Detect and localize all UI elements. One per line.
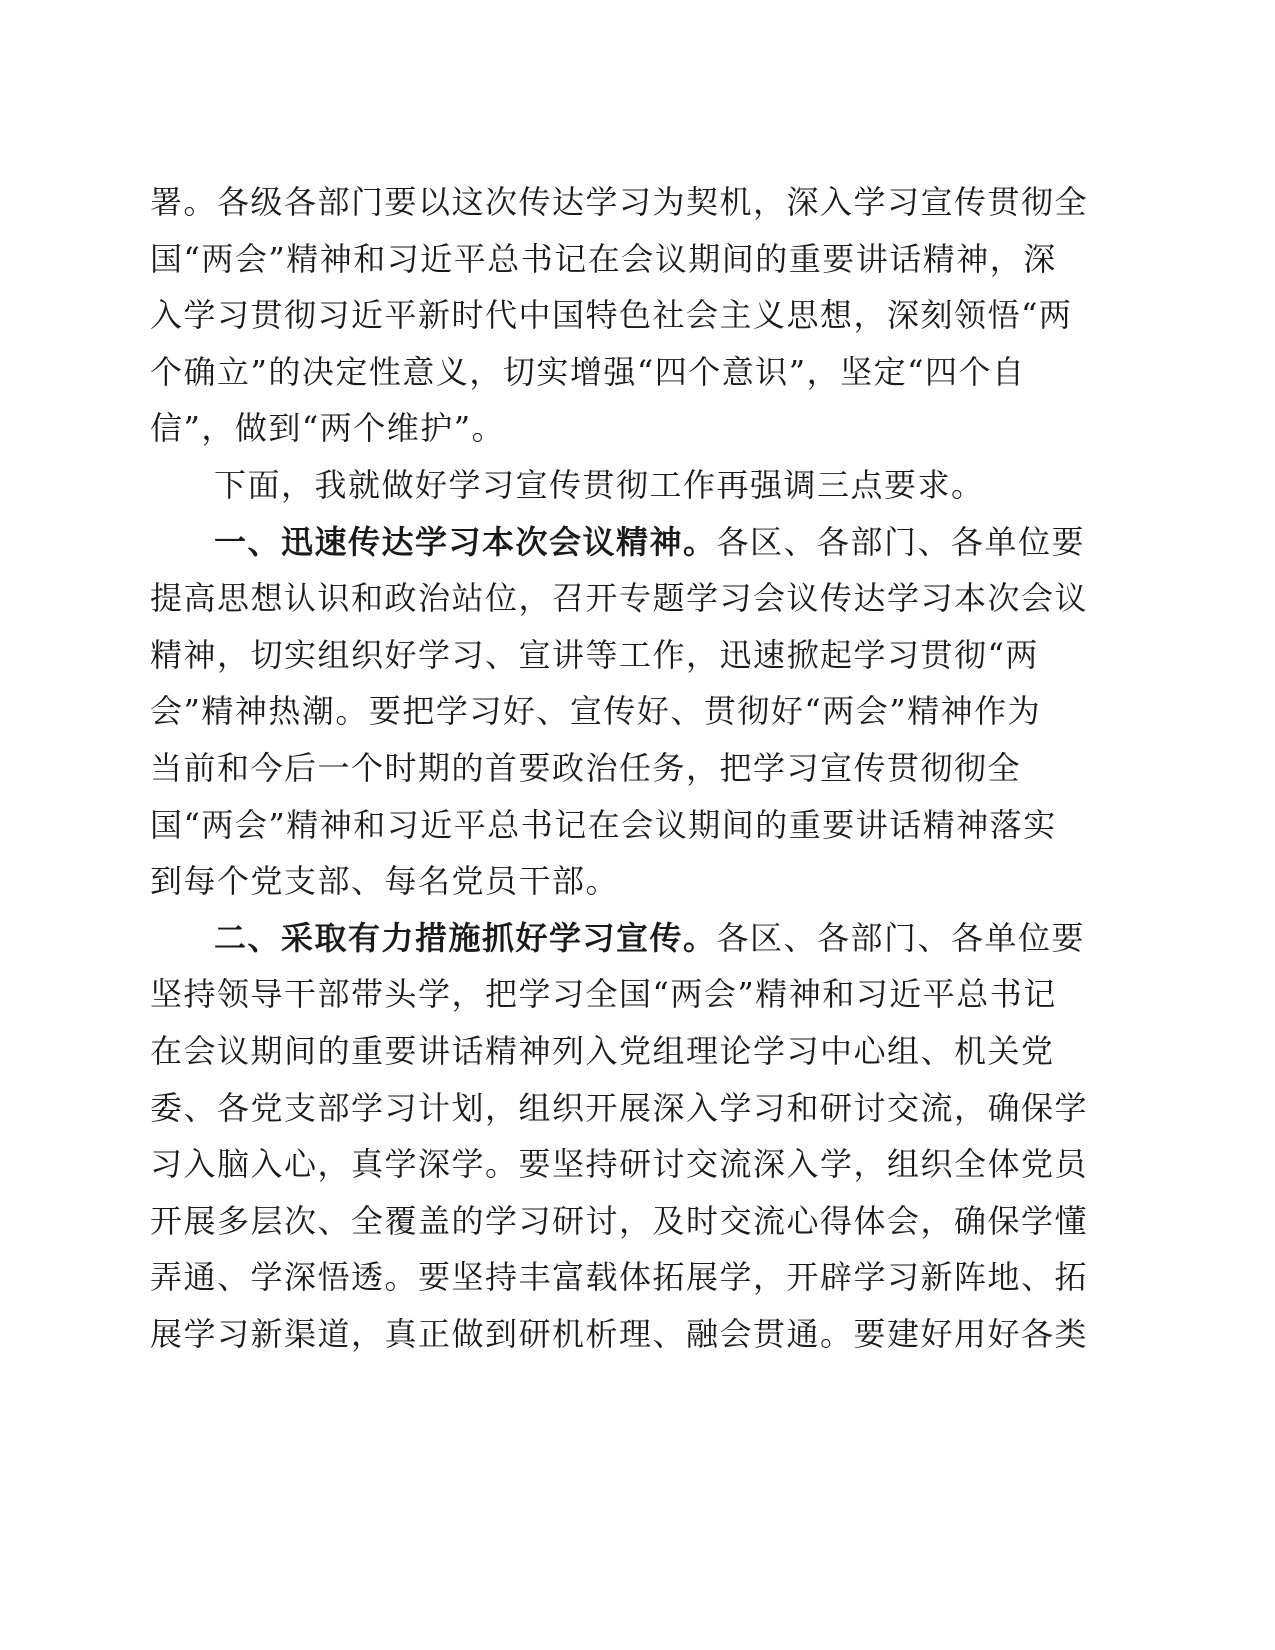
text-line bbox=[150, 1249, 1089, 1306]
line-text: 各区、各部门、各单位要 bbox=[716, 918, 1086, 957]
line-text: 弄通、学深悟透。要坚持丰富载体拓展学，开辟学习新阵地、拓 bbox=[150, 1258, 1089, 1297]
text-line bbox=[150, 1023, 1055, 1080]
text-line bbox=[150, 231, 1057, 288]
line-text: 会”精神热潮。要把学习好、宣传好、贯彻好“两会”精神作为 bbox=[150, 692, 1042, 731]
line-text: 国“两会”精神和习近平总书记在会议期间的重要讲话精神，深 bbox=[150, 239, 1057, 278]
line-text: 委、各党支部学习计划，组织开展深入学习和研讨交流，确保学 bbox=[150, 1088, 1089, 1127]
text-line bbox=[150, 457, 1050, 514]
text-line bbox=[150, 514, 1086, 571]
text-line bbox=[150, 174, 1089, 231]
text-line bbox=[150, 570, 1089, 627]
text-line bbox=[150, 910, 1086, 967]
line-text: 坚持领导干部带头学，把学习全国“两会”精神和习近平总书记 bbox=[150, 975, 1057, 1014]
text-line bbox=[150, 1080, 1089, 1137]
line-text: 各区、各部门、各单位要 bbox=[716, 522, 1086, 561]
line-text: 开展多层次、全覆盖的学习研讨，及时交流心得体会，确保学懂 bbox=[150, 1201, 1089, 1240]
line-text: 下面，我就做好学习宣传贯彻工作再强调三点要求。 bbox=[214, 465, 985, 504]
text-line bbox=[150, 966, 1057, 1023]
line-text: 展学习新渠道，真正做到研机析理、融会贯通。要建好用好各类 bbox=[150, 1314, 1089, 1353]
text-line bbox=[150, 1306, 1089, 1363]
line-text: 提高思想认识和政治站位，召开专题学习会议传达学习本次会议 bbox=[150, 579, 1089, 618]
line-text: 个确立”的决定性意义，切实增强“四个意识”，坚定“四个自 bbox=[150, 352, 1026, 391]
line-text: 习入脑入心，真学深学。要坚持研讨交流深入学，组织全体党员 bbox=[150, 1145, 1089, 1184]
text-line bbox=[150, 853, 1050, 910]
text-line bbox=[150, 797, 1057, 854]
line-text: 到每个党支部、每名党员干部。 bbox=[150, 862, 620, 901]
text-line bbox=[150, 627, 1050, 684]
text-line bbox=[150, 683, 1050, 740]
line-text: 国“两会”精神和习近平总书记在会议期间的重要讲话精神落实 bbox=[150, 805, 1057, 844]
line-text: 信”，做到“两个维护”。 bbox=[150, 409, 506, 448]
text-line bbox=[150, 287, 1073, 344]
text-line bbox=[150, 1136, 1089, 1193]
section-heading: 一、迅速传达学习本次会议精神。 bbox=[214, 522, 717, 561]
text-line bbox=[150, 1193, 1089, 1250]
line-text: 精神，切实组织好学习、宣讲等工作，迅速掀起学习贯彻“两 bbox=[150, 635, 1039, 674]
text-line bbox=[150, 740, 1050, 797]
line-text: 署。各级各部门要以这次传达学习为契机，深入学习宣传贯彻全 bbox=[150, 183, 1089, 221]
text-line bbox=[150, 344, 1050, 401]
line-text: 在会议期间的重要讲话精神列入党组理论学习中心组、机关党 bbox=[150, 1031, 1055, 1070]
line-text: 入学习贯彻习近平新时代中国特色社会主义思想，深刻领悟“两 bbox=[150, 296, 1073, 335]
text-line bbox=[150, 400, 1050, 457]
section-heading: 二、采取有力措施抓好学习宣传。 bbox=[214, 918, 717, 957]
body-text bbox=[150, 174, 1089, 1362]
line-text: 当前和今后一个时期的首要政治任务，把学习宣传贯彻彻全 bbox=[150, 748, 1022, 787]
